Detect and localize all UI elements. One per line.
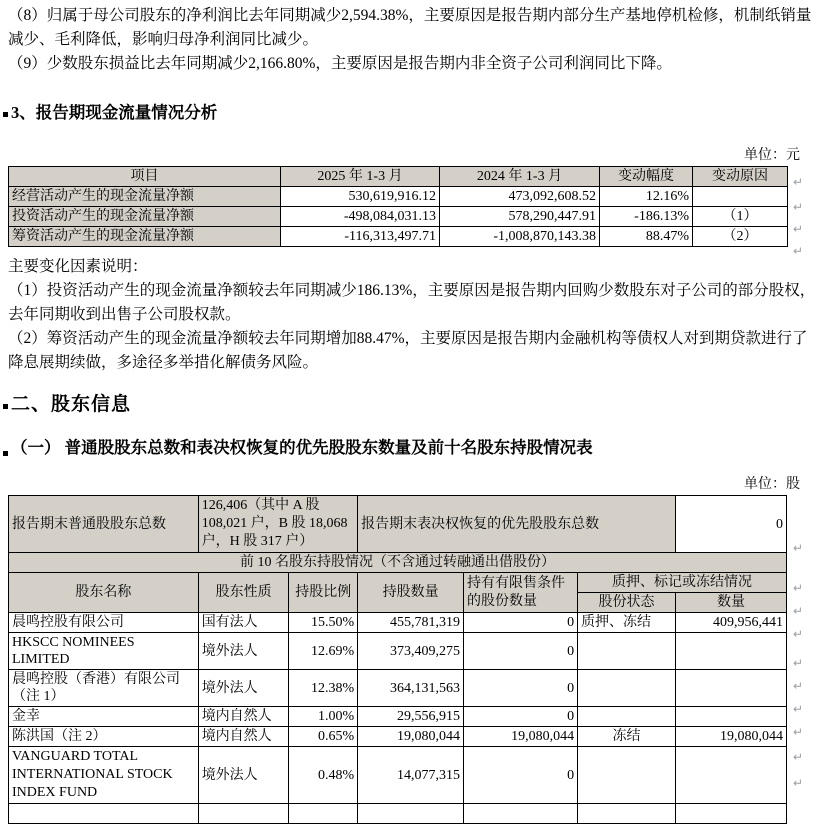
header-item: 项目 [9, 167, 281, 187]
heading-cashflow-label: 3、报告期现金流量情况分析 [11, 103, 218, 122]
cell-share-status [578, 633, 676, 670]
label-total-holders: 报告期末普通股股东总数 [9, 496, 199, 553]
cell-holder-name: 金幸 [9, 707, 199, 727]
cell-holding-ratio: 1.00% [289, 707, 358, 727]
header-holder-name: 股东名称 [9, 573, 199, 613]
cell-2025: -116,313,497.71 [281, 227, 440, 247]
header-pledge-group: 质押、标记或冻结情况 [578, 573, 787, 593]
header-2024: 2024 年 1-3 月 [440, 167, 600, 187]
table-header-row [9, 573, 787, 593]
cell-holder-name: VANGUARD TOTAL INTERNATIONAL STOCK INDEX FUND [9, 747, 199, 804]
cell-holder-name: 陈洪国（注 2） [9, 727, 199, 747]
cell-holding-ratio: 0.65% [289, 727, 358, 747]
cashflow-table [8, 166, 788, 247]
document-page: （8）归属于母公司股东的净利润比去年同期减少2,594.38%，主要原因是报告期内部分生产基地停机检修，机制纸销量减少、毛利降低，影响归母净利润同比减少。 （9）少数股东损益比去年同期减少2,166.80%，主要原因是报告期内非全资子公司利润同比下降。 3、报告期现金流量情况分析 单位：元 项目 2025 年 1-3 月 2024 年 1-3 月 变动幅度 变动原因 经营活动产生的现金流量净额 530,619,916.12 473,092,608.52 12.16% 投资活动产生的现金流量净额 -498,084,031.13 578,290,447.91 -186.13% （1） 筹资活动产生的现金流量净额 -116,313,497.71 -1,008,870,143.38 88.47% （2） ↵ ↵ ↵ ↵ 主要变化因素说明： （1）投资活动产生的现金流量净额较去年同期减少186.13%，主要原因是报告期内回购少数股东对子公司的部分股权，去年同期收到出售子公司股权款。 （2）筹资活动产生的现金流量净额较去年同期增加88.47%，主要原因是报告期内金融机构等债权人对到期贷款进行了降息展期续做，多途径多举措化解债务风险。 二、股东信息 （一） 普通股股东总数和表决权恢复的优先股股东数量及前十名股东持股情况表 单位：股 报告期末普通股股东总数 126,406（其中 A 股 108,021 户，B 股 18,068 户，H 股 317 户） 报告期末表决权恢复的优先股股东总数 0 前 10 名股东持股情况（不含通过转融通出借股份） 股东名称 股东性质 持股比例 持股数量 持有有限售条件的股份数量 质押、标记或冻结情况 股份状态 数量 晨鸣控股有限公司 国有法人 15.50% 455,781,319 0 质押、冻结 409,956,441 HKSCC NOMINEES LIMITED 境外法人 12.69% 373,409,275 0 晨鸣控股（香港）有限公司（注 1） 境外法人 12.38% 364,131,563 0 金幸 境内自然人 1.00% 29,556,915 0 陈洪国（注 2） 境内自然人 0.65% 19,080,044 19,080,044 冻结 19,080,044 VANGUARD TOTAL INTERNATIONAL STOCK INDEX FUND 境外法人 0.48% 14,077,315 0 ↵ ↵ ↵ ↵ ↵ ↵ ↵ ↵ ↵ ↵ [0, 0, 826, 814]
cell-change: 12.16% [600, 187, 693, 207]
unit-label-yuan: 单位：元 [744, 148, 800, 163]
cell-holder-nature: 境内自然人 [198, 727, 289, 747]
cell-holder-nature: 国有法人 [198, 613, 289, 633]
cell-change: -186.13% [600, 207, 693, 227]
table-row [9, 707, 787, 727]
cell-share-status: 冻结 [578, 727, 676, 747]
cell-reason: （1） [693, 207, 788, 227]
header-holding-amount: 持股数量 [358, 573, 464, 613]
cell-item: 筹资活动产生的现金流量净额 [9, 227, 281, 247]
label-preferred-holders: 报告期末表决权恢复的优先股股东总数 [358, 496, 676, 553]
cell-holding-ratio: 15.50% [289, 613, 358, 633]
header-2025: 2025 年 1-3 月 [281, 167, 440, 187]
cell-holding-amount: 29,556,915 [358, 707, 464, 727]
table-row [9, 613, 787, 633]
cell-holding-amount: 364,131,563 [358, 670, 464, 707]
unit-label-shares: 单位：股 [744, 477, 800, 492]
cell-share-status [578, 747, 676, 804]
cell-share-status [578, 707, 676, 727]
cell-holding-amount: 455,781,319 [358, 613, 464, 633]
cell-share-qty [675, 707, 786, 727]
cell-holder-nature: 境外法人 [198, 747, 289, 804]
heading-top10-table [0, 437, 826, 459]
cell-share-status [578, 670, 676, 707]
cell-holding-ratio: 0.48% [289, 747, 358, 804]
cell-holder-nature: 境外法人 [198, 633, 289, 670]
cell-holder-name: 晨鸣控股（香港）有限公司（注 1） [9, 670, 199, 707]
top10-title-row [9, 553, 787, 573]
table-row [9, 633, 787, 670]
cell-restricted-shares: 0 [464, 670, 578, 707]
header-holder-nature: 股东性质 [198, 573, 289, 613]
top10-title: 前 10 名股东持股情况（不含通过转融通出借股份） [9, 553, 787, 573]
cell-holding-amount: 14,077,315 [358, 747, 464, 804]
table-row [9, 187, 788, 207]
cell-item: 经营活动产生的现金流量净额 [9, 187, 281, 207]
header-reason: 变动原因 [693, 167, 788, 187]
table-row [9, 207, 788, 227]
cell-holding-ratio: 12.38% [289, 670, 358, 707]
cell-change: 88.47% [600, 227, 693, 247]
heading-top10-label: （一） 普通股股东总数和表决权恢复的优先股股东数量及前十名股东持股情况表 [11, 438, 593, 457]
table-row [9, 670, 787, 707]
cell-share-status: 质押、冻结 [578, 613, 676, 633]
cell-2025: 530,619,916.12 [281, 187, 440, 207]
heading-shareholder-info [0, 393, 826, 417]
heading-cashflow-analysis [0, 102, 826, 124]
note-2: （2）筹资活动产生的现金流量净额较去年同期增加88.47%，主要原因是报告期内金融机构等债权人对到期贷款进行了降息展期续做，多途径多举措化解债务风险。 [8, 330, 808, 371]
summary-row [9, 496, 787, 553]
heading-shareholder-label: 二、股东信息 [11, 394, 132, 415]
cell-reason: （2） [693, 227, 788, 247]
square-bullet-icon [3, 404, 8, 409]
cell-holder-name: HKSCC NOMINEES LIMITED [9, 633, 199, 670]
cell-share-qty: 409,956,441 [675, 613, 786, 633]
cell-restricted-shares: 19,080,044 [464, 727, 578, 747]
cell-holding-amount: 19,080,044 [358, 727, 464, 747]
cell-2025: -498,084,031.13 [281, 207, 440, 227]
cell-2024: 578,290,447.91 [440, 207, 600, 227]
table-row [9, 227, 788, 247]
cell-share-qty [675, 633, 786, 670]
cell-holding-amount: 373,409,275 [358, 633, 464, 670]
paragraph-9: （9）少数股东损益比去年同期减少2,166.80%，主要原因是报告期内非全资子公司利润同比下降。 [8, 55, 672, 72]
square-bullet-icon [3, 112, 8, 117]
cell-reason [693, 187, 788, 207]
cell-restricted-shares: 0 [464, 633, 578, 670]
header-share-qty: 数量 [675, 593, 786, 613]
cell-item: 投资活动产生的现金流量净额 [9, 207, 281, 227]
cell-2024: -1,008,870,143.38 [440, 227, 600, 247]
cell-holder-nature: 境外法人 [198, 670, 289, 707]
cell-2024: 473,092,608.52 [440, 187, 600, 207]
shareholders-table [8, 495, 787, 824]
paragraph-8: （8）归属于母公司股东的净利润比去年同期减少2,594.38%，主要原因是报告期内部分生产基地停机检修，机制纸销量减少、毛利降低，影响归母净利润同比减少。 [8, 7, 812, 48]
cell-holder-nature: 境内自然人 [198, 707, 289, 727]
note-1: （1）投资活动产生的现金流量净额较去年同期减少186.13%，主要原因是报告期内回购少数股东对子公司的部分股权，去年同期收到出售子公司股权款。 [8, 282, 816, 323]
cell-restricted-shares: 0 [464, 613, 578, 633]
square-bullet-icon [3, 451, 8, 456]
header-share-status: 股份状态 [578, 593, 676, 613]
header-change: 变动幅度 [600, 167, 693, 187]
cell-restricted-shares: 0 [464, 747, 578, 804]
notes-title: 主要变化因素说明： [8, 258, 148, 275]
cell-share-qty [675, 670, 786, 707]
table-header-row [9, 167, 788, 187]
header-holding-ratio: 持股比例 [289, 573, 358, 613]
value-total-holders: 126,406（其中 A 股 108,021 户，B 股 18,068 户，H 股 317 户） [198, 496, 357, 553]
cell-share-qty: 19,080,044 [675, 727, 786, 747]
header-restricted-shares: 持有有限售条件的股份数量 [464, 573, 578, 613]
value-preferred-holders: 0 [675, 496, 786, 553]
cell-share-qty [675, 747, 786, 804]
cell-holder-name: 晨鸣控股有限公司 [9, 613, 199, 633]
cell-restricted-shares: 0 [464, 707, 578, 727]
table-row [9, 747, 787, 804]
cell-holding-ratio: 12.69% [289, 633, 358, 670]
table-row [9, 727, 787, 747]
